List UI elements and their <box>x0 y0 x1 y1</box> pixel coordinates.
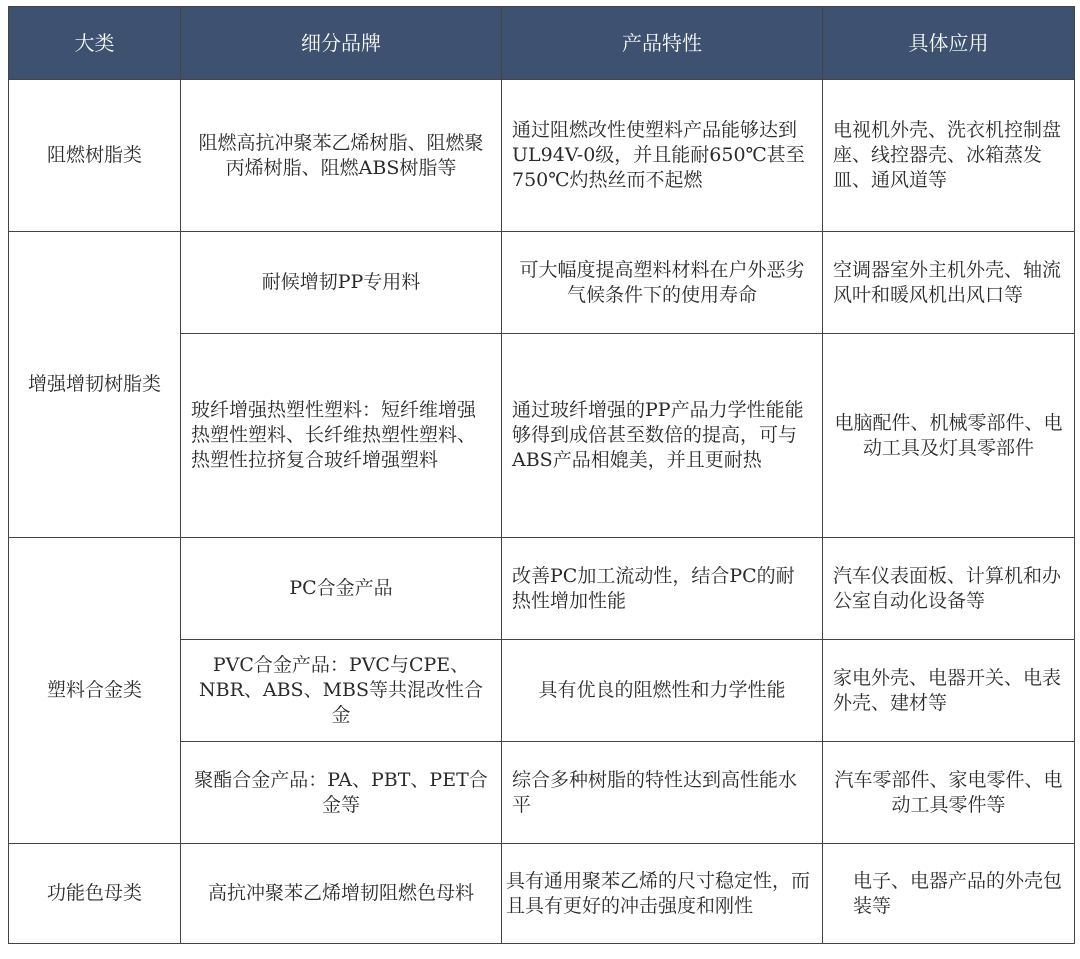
feature-cell: 改善PC加工流动性，结合PC的耐热性增加性能 <box>502 538 823 640</box>
category-cell: 功能色母类 <box>9 844 181 944</box>
feature-cell: 综合多种树脂的特性达到高性能水平 <box>502 742 823 844</box>
brand-cell: 玻纤增强热塑性塑料：短纤维增强热塑性塑料、长纤维热塑性塑料、热塑性拉挤复合玻纤增强塑料 <box>181 334 502 538</box>
table-row <box>9 80 1075 232</box>
brand-cell: 聚酯合金产品：PA、PBT、PET合金等 <box>181 742 502 844</box>
category-cell: 增强增韧树脂类 <box>9 232 181 538</box>
product-table-container <box>8 6 1074 944</box>
brand-cell: PVC合金产品：PVC与CPE、NBR、ABS、MBS等共混改性合金 <box>181 640 502 742</box>
feature-cell: 通过玻纤增强的PP产品力学性能能够得到成倍甚至数倍的提高，可与ABS产品相媲美，并且更耐热 <box>502 334 823 538</box>
application-cell: 家电外壳、电器开关、电表外壳、建材等 <box>823 640 1075 742</box>
table-row <box>9 538 1075 640</box>
category-cell: 阻燃树脂类 <box>9 80 181 232</box>
feature-cell: 通过阻燃改性使塑料产品能够达到UL94V-0级，并且能耐650℃甚至750℃灼热丝而不起燃 <box>502 80 823 232</box>
brand-cell: PC合金产品 <box>181 538 502 640</box>
header-application: 具体应用 <box>823 7 1075 80</box>
header-category: 大类 <box>9 7 181 80</box>
table-header-row <box>9 7 1075 80</box>
category-cell: 塑料合金类 <box>9 538 181 844</box>
application-cell: 空调器室外主机外壳、轴流风叶和暖风机出风口等 <box>823 232 1075 334</box>
brand-cell: 阻燃高抗冲聚苯乙烯树脂、阻燃聚丙烯树脂、阻燃ABS树脂等 <box>181 80 502 232</box>
brand-cell: 耐候增韧PP专用料 <box>181 232 502 334</box>
table-row <box>9 844 1075 944</box>
feature-cell: 可大幅度提高塑料材料在户外恶劣气候条件下的使用寿命 <box>502 232 823 334</box>
application-cell: 汽车零部件、家电零件、电动工具零件等 <box>823 742 1075 844</box>
feature-cell: 具有通用聚苯乙烯的尺寸稳定性，而且具有更好的冲击强度和刚性 <box>502 844 823 944</box>
table-row <box>9 232 1075 334</box>
product-category-table <box>8 6 1075 944</box>
application-cell: 汽车仪表面板、计算机和办公室自动化设备等 <box>823 538 1075 640</box>
application-cell: 电脑配件、机械零部件、电动工具及灯具零部件 <box>823 334 1075 538</box>
application-cell: 电视机外壳、洗衣机控制盘座、线控器壳、冰箱蒸发皿、通风道等 <box>823 80 1075 232</box>
feature-cell: 具有优良的阻燃性和力学性能 <box>502 640 823 742</box>
header-feature: 产品特性 <box>502 7 823 80</box>
header-brand: 细分品牌 <box>181 7 502 80</box>
application-cell: 电子、电器产品的外壳包装等 <box>823 844 1075 944</box>
brand-cell: 高抗冲聚苯乙烯增韧阻燃色母料 <box>181 844 502 944</box>
